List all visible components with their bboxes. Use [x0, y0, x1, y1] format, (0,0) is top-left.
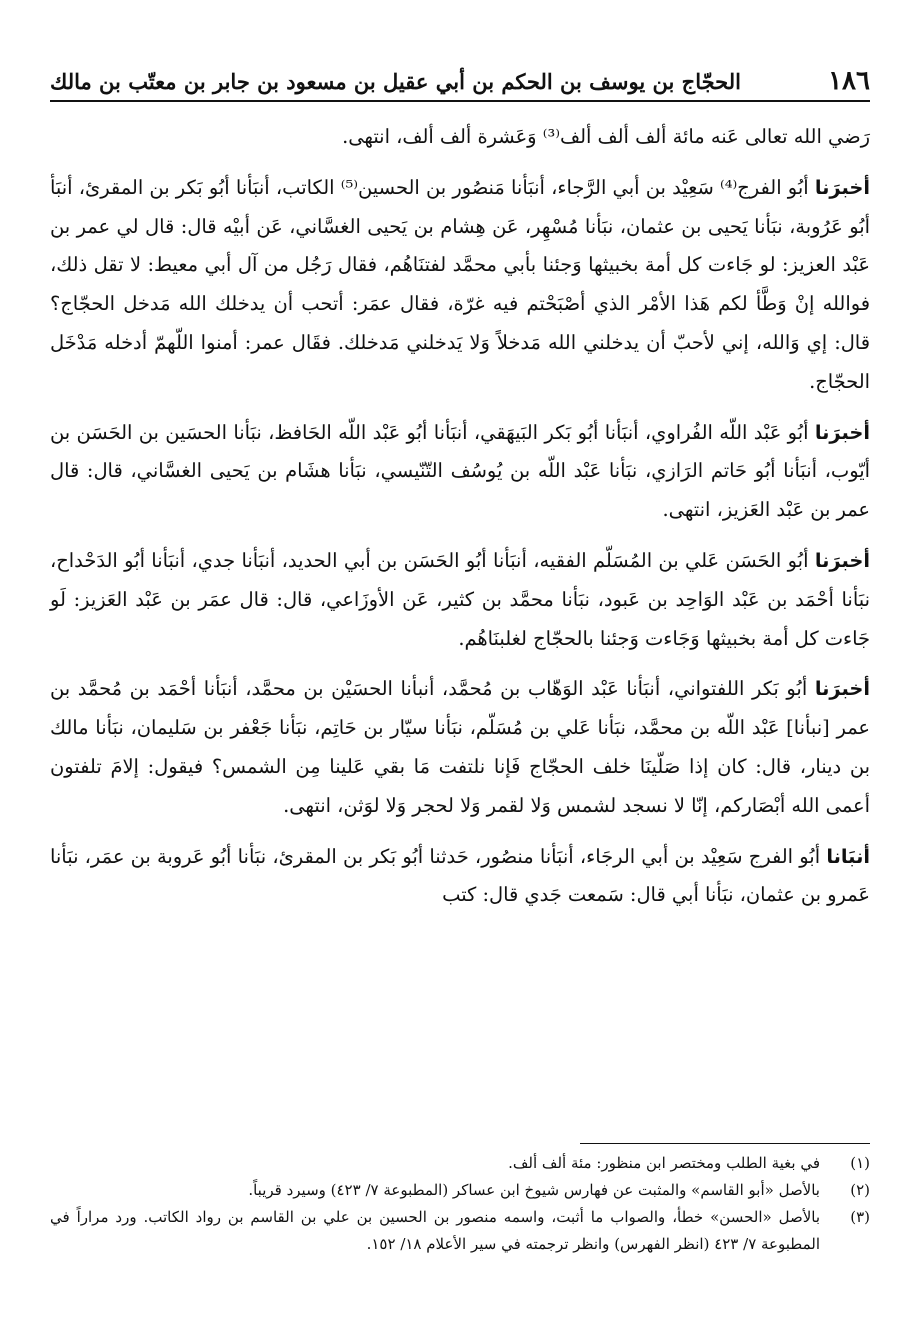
paragraph-text: أبُو الحَسَن عَلي بن المُسَلّم الفقيه، أنبَأنا أبُو الحَسَن بن أبي الحديد، أنبَأنا جدي، أنبَأنا أبُو الدَحْداح، نبَأنا أحْمَد بن عَبْد الوَاحِد بن عَبود، نبَأنا محمَّد بن كثير، عَن الأوزَاعي، قال: قال عمَر بن عَبْد العَزيز: لَو جَاءت كل أمة بخبيثها وَجَاءت وَجئنا بالحجّاج لغلبنَاهُم.	[50, 548, 870, 650]
footnote	[50, 1177, 870, 1204]
footnote-number: (٣)	[850, 1208, 870, 1226]
paragraph-text: أبُو بَكر اللفتواني، أنبَأنا عَبْد الوَهّاب بن مُحمَّد، أنبأنا الحسَيْن بن محمَّد، أنبَأنا أحْمَد بن مُحمَّد بن عمر [نبأنا] عَبْد اللّه بن محمَّد، نبَأنا عَلي بن مُسَلّم، نبَأنا سيّار بن حَاتِم، نبَأنا جَعْفر بن سَليمان، نبَأنا مالك بن دينار، قال: كان إذا صَلّينَا خلف الحجّاج فَإنا نلتفت مَا بقي عَلينا مِن الشمس؟ فيقول: إلامَ تلفتون أعمى الله أبْصَاركم، إنّا لا نسجد لشمس وَلا لقمر وَلا لحجر وَلا لوَثن، انتهى.	[50, 677, 870, 817]
footnote-text: بالأصل «الحسن» خطأ، والصواب ما أثبت، واسمه منصور بن الحسين بن علي بن القاسم بن رواد الكاتب. ورد مراراً في المطبوعة ٧/ ٤٢٣ (انظر الفهرس) وانظر ترجمته في سير الأعلام ١٨/ ١٥٢.	[50, 1208, 820, 1253]
main-text	[50, 118, 870, 927]
paragraph	[50, 838, 870, 916]
paragraph	[50, 670, 870, 825]
running-title: الحجّاج بن يوسف بن الحكم بن أبي عقيل بن مسعود بن جابر بن معتّب بن مالك	[50, 69, 741, 94]
paragraph-text: رَضي الله تعالى عَنه مائة ألف ألف ألف⁽³⁾ وَعَشرة ألف ألف، انتهى.	[342, 125, 870, 148]
footnote-separator	[580, 1143, 870, 1144]
footnote-text: بالأصل «أبو القاسم» والمثبت عن فهارس شيوخ ابن عساكر (المطبوعة ٧/ ٤٢٣) وسيرد قريباً.	[248, 1181, 820, 1199]
paragraph	[50, 118, 870, 157]
paragraph	[50, 542, 870, 658]
lead-word: أخبرَنا	[814, 548, 870, 572]
paragraph-text: أبُو الفرج⁽⁴⁾ سَعِيْد بن أبي الرَّجاء، أنبَأنا مَنصُور بن الحسين⁽⁵⁾ الكاتب، أنبَأنا أبُو بَكر بن المقرئ، أنبَأ أبُو عَرُوبة، نبَأنا يَحيى بن عثمان، نبَأنا مُسْهِر، عَن هِشام بن يَحيى الغسَّاني، عَن أبيْه قال: قال لي عمر بن عَبْد العزيز: لو جَاءت كل أمة بخبيثها وَجئنا بأبي محمَّد لفتنَاهُم، فقال رَجُل من آل أبي معيط: لا تقل ذلك، فوالله إنْ وَطَّأ لكم هَذا الأمْر الذي أصْبَحْتم فيه غرّة، فقال عمَر: أتحب أن يدخلك الله مَدخل الحجّاج؟ قال: إي وَالله، إني لأحبّ أن يدخلني الله مَدخلاً وَلا يَدخلني مَدخلك. فقَال عمر: أمنوا اللّهمّ أدخله مَدْخَل الحجّاج.	[50, 175, 870, 393]
page-number: ١٨٦	[828, 66, 870, 96]
lead-word: أخبرَنا	[814, 677, 870, 701]
footnote-text: في بغية الطلب ومختصر ابن منظور: مئة ألف ألف.	[508, 1154, 820, 1172]
footnote	[50, 1204, 870, 1258]
paragraph	[50, 414, 870, 530]
footnote	[50, 1150, 870, 1177]
lead-word: أخبرَنا	[814, 420, 870, 444]
lead-word: أنبَانا	[826, 844, 870, 868]
paragraph-text: أبُو الفرج سَعِيْد بن أبي الرجَاء، أنبَأنا منصُور، حَدثنا أبُو بَكر بن المقرئ، نبَأنا أبُو عَروبة بن عمَر، نبَأنا عَمرو بن عثمان، نبَأنا أبي قال: سَمعت جَدي قال: كتب	[50, 844, 870, 907]
lead-word: أخبرَنا	[814, 175, 870, 199]
footnotes	[50, 1150, 870, 1258]
footnote-number: (١)	[850, 1154, 870, 1172]
page-header	[50, 58, 870, 102]
footnote-number: (٢)	[850, 1181, 870, 1199]
paragraph-text: أبُو عَبْد اللّه الفُراوي، أنبَأنا أبُو بَكر البَيهَقي، أنبَأنا أبُو عَبْد اللّه الحَافظ، نبَأنا الحسَين بن الحَسَن بن أيّوب، أنبَأنا أبُو حَاتم الرَازي، نبَأنا عَبْد اللّه بن يُوسُف التّنّيسي، نبَأنا هشَام بن يَحيى الغسَّاني، قال: قال عمر بن عَبْد العَزيز، انتهى.	[50, 420, 870, 522]
paragraph	[50, 169, 870, 402]
